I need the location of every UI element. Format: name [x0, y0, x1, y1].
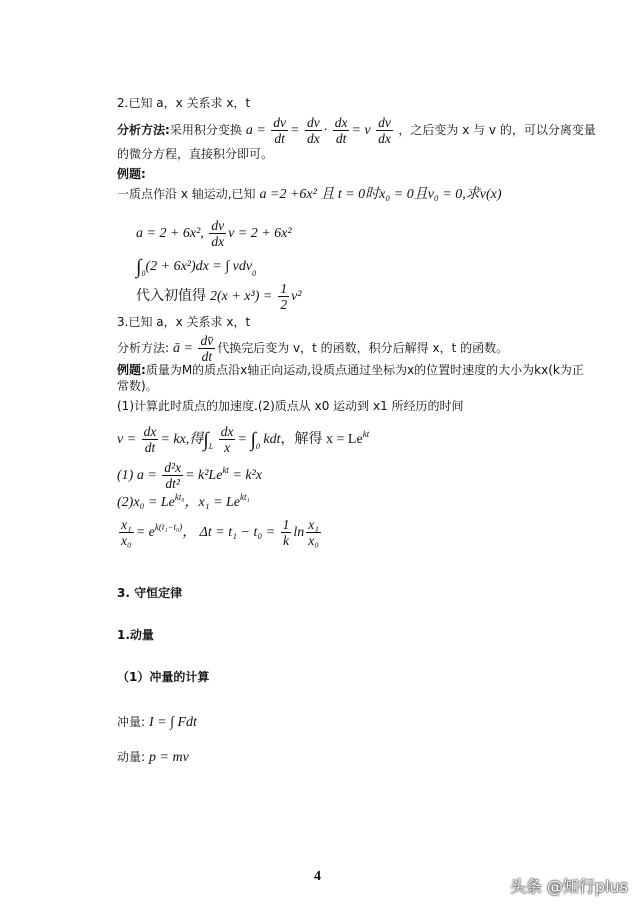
sec2-method-text2: ，之后变为 x 与 v 的，可以分离变量: [398, 123, 596, 137]
momentum-formula: p = mv: [149, 750, 189, 765]
momentum-label: 动量:: [117, 750, 146, 764]
sec3-eq1: v = $\frac{dx}{dt}$ = kx,得$\int_L$ $\frac{dx}{x}$ = $\int_0$ kdt，解得 $x = Le^{kt}$: [117, 424, 370, 456]
sec3-eq3-text: (2)x₀ = Le: [117, 495, 175, 510]
sec2-eq3-text: 代入初值得: [136, 288, 206, 304]
sec3-problem-text1: 质量为M的质点沿x轴正向运动,设质点通过坐标为x的位置时速度的大小为kx(k为正: [145, 363, 584, 377]
sec2-method-text1: 采用积分变换: [169, 123, 242, 137]
sec3-problem-line2: 常数)。: [117, 379, 158, 393]
sec3-eq4: $\frac{\text{x₁}}{\text{x₀}}$ = $e^{k(t_1-t_0)}$， Δt = t₁ − t₀ = $\frac{1}{k}$ ln $\frac{\text{x₁}}{\text{x₀}}$: [121, 517, 319, 549]
sec2-method-line2: 的微分方程，直接积分即可。: [117, 147, 274, 161]
sec2-problem-line: [117, 186, 501, 203]
sec3-eq1-tail: ，解得 x = Le: [280, 432, 363, 447]
impulse-line: [117, 710, 197, 734]
page-number: 4: [314, 869, 321, 884]
sec2-eq2-text: (2 + 6x²)dx = ∫ vdv: [145, 259, 253, 275]
sec2-eq1-a: a = 2 + 6x²,: [136, 226, 204, 241]
sec2-problem-cond: a =2 +6x² 且 t = 0时x₀ = 0且v₀ = 0,求v(x): [259, 187, 502, 202]
sec2-eq3: 代入初值得 2(x + x³) = $\frac{1}{2}$ v²: [136, 281, 302, 313]
sec2-method-line: [117, 114, 596, 146]
sec2-eq3-expr: 2(x + x³) =: [209, 289, 273, 304]
sec3-method-text: 代换完后变为 v，t 的函数，积分后解得 x，t 的函数。: [217, 341, 509, 355]
sec2-eq1-b: v = 2 + 6x²: [228, 226, 292, 241]
impulse-formula: I = ∫ Fdt: [149, 715, 197, 730]
sec3-example-label: 例题:: [117, 363, 146, 377]
momentum-line: [117, 745, 189, 769]
sec3-eq2: (1) a = $\frac{\text{d²x}}{\text{dt²}}$ = $k^2Le^{kt} = k^2x$: [117, 460, 263, 492]
sec3-problem-line1: [117, 362, 584, 378]
sec3-method-line: 分析方法: ā = $\frac{dv̄}{dt}$ 代换完后变为 v，t 的函数，积分后解得 x，t 的函数。: [117, 333, 509, 365]
impulse-label: 冲量:: [117, 715, 146, 729]
sub1-1-heading: （1）冲量的计算: [117, 670, 210, 684]
sec2-method-label: 分析方法:: [117, 123, 170, 137]
watermark: 头条 @知行plus: [509, 877, 628, 896]
sec2-eq1: a = 2 + 6x², $\frac{dv}{dx}$ v = 2 + 6x²: [136, 218, 292, 250]
sec2-example-label: 例题:: [117, 167, 146, 181]
sec2-heading: 2.已知 a，x 关系求 x，t: [117, 96, 251, 110]
sec2-eq2: $\int_0(2 + 6x^2)dx$ = ∫ vdv$_0$: [136, 256, 257, 279]
sec3-eq2-text: (1) a =: [117, 468, 157, 483]
sec3-eq3: $(2)x_0 = Le^{kt_0}$，$x_1 = Le^{kt_1}$: [117, 492, 250, 510]
sec2-chain-rule: a = $\frac{dv}{dt}$ = $\frac{dv}{dx}$ · $\frac{dx}{dt}$ = v $\frac{dv}{dx}$: [245, 115, 391, 147]
chapter-heading: 3. 守恒定律: [117, 586, 183, 600]
sec3-method-label: 分析方法:: [117, 341, 170, 355]
sec3-heading: 3.已知 a，x 关系求 x，t: [117, 315, 251, 329]
sub1-heading: 1.动量: [117, 628, 154, 642]
sec2-problem-text: 一质点作沿 x 轴运动,已知: [117, 187, 256, 201]
sec3-questions: (1)计算此时质点的加速度.(2)质点从 x0 运动到 x1 所经历的时间: [117, 399, 464, 413]
